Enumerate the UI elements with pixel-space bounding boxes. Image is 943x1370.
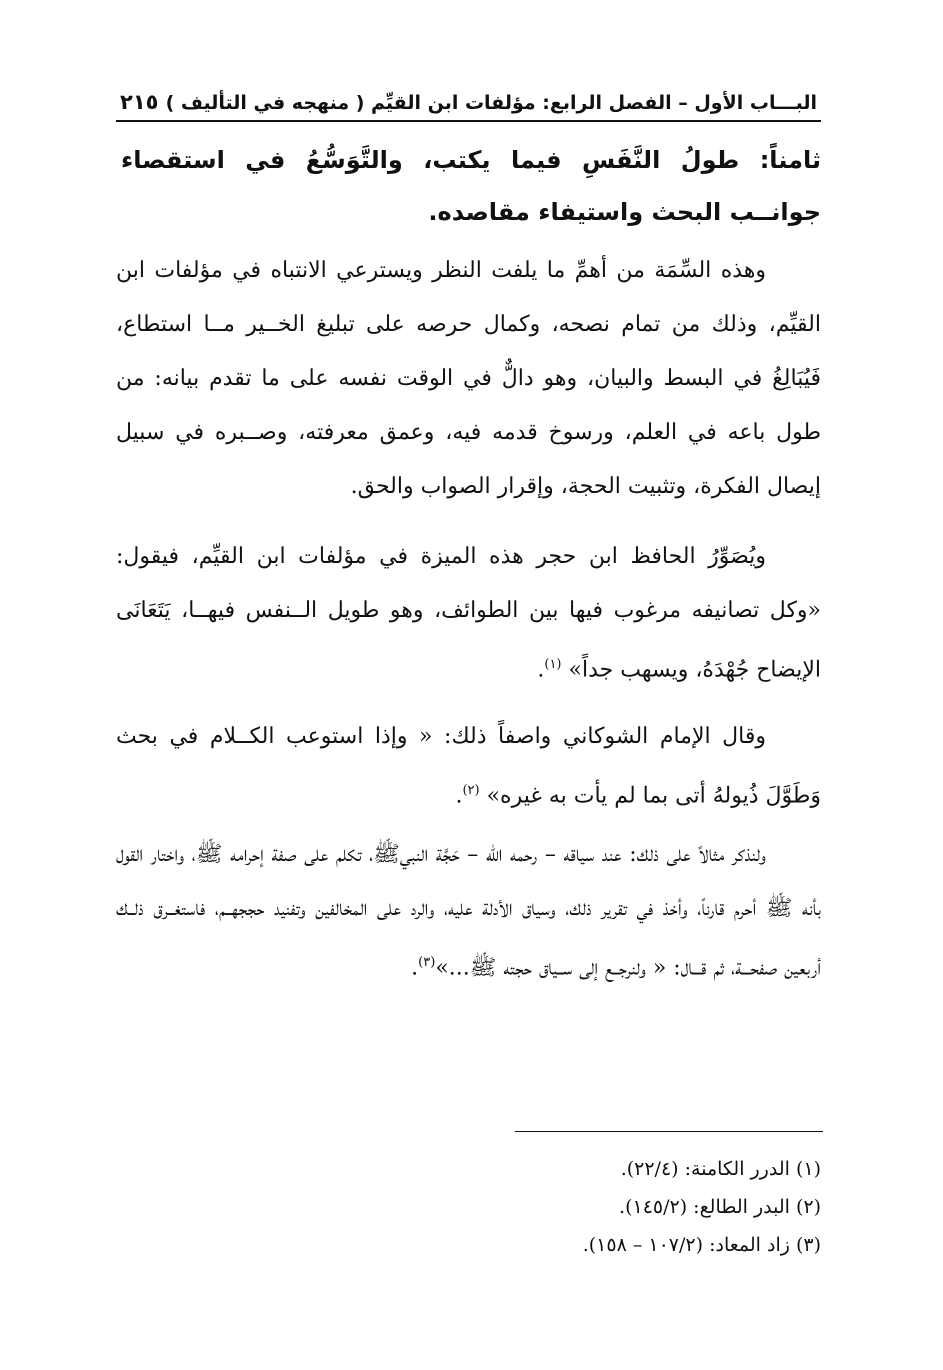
running-header	[116, 88, 821, 122]
footnote-ref: (٢)	[462, 783, 480, 798]
body-paragraph: وقال الإمام الشوكاني واصفاً ذلك: « وإذا استوعب الكــلام في بحث وَطَوَّلَ ذُيولهُ أتى بما لم يأت به غيره» $^{(٢)}$.	[116, 724, 821, 809]
body-paragraph	[116, 244, 821, 514]
footnote-item: (٢) البدر الطالع: (١٤٥/٢).	[619, 1196, 821, 1218]
paragraph-text: وقال الإمام الشوكاني واصفاً ذلك: « وإذا استوعب الكــلام في بحث وَطَوَّلَ ذُيولهُ أتى بما لم يأت به غيره»	[116, 724, 821, 809]
footnote-item: (١) الدرر الكامنة: (٢٢/٤).	[620, 1158, 821, 1180]
body-paragraph: ولنذكر مثالاً على ذلك: عند سياقه – رحمه الله – حَجَّة النبيﷺ، تكلم على صفة إحرامه ﷺ، واختار القول بأنه ﷺ أحرم قارناً، وأخذ في تقرير ذلك، وسياق الأدلة عليه، والرد على المخالفين وتفنيد حججهــم، فاستغــرق ذلــك أربعين صفحـــة، ثم قـــال: « ولنرجــع إلى ســياق حجته ﷺ...»$^{(٣)}$.	[116, 842, 821, 981]
paragraph-text: ويُصَوِّرُ الحافظ ابن حجر هذه الميزة في مؤلفات ابن القيِّم، فيقول: «وكل تصانيفه مرغوب فيها بين الطوائف، وهو طويل الــنفس فيهــا، يَتَعَانَى الإيضاح جُهْدَهُ، ويسهب جداً»	[116, 544, 821, 683]
paragraph-text: وهذه السِّمَة من أهمِّ ما يلفت النظر ويسترعي الانتباه في مؤلفات ابن القيِّم، وذلك من تمام نصحه، وكمال حرصه على تبليغ الخــير مــا استطاع، فَيُبَالِغُ في البسط والبيان، وهو دالٌّ في الوقت نفسه على ما تقدم بيانه: من طول باعه في العلم، ورسوخ قدمه فيه، وعمق معرفته، وصــبره في سبيل إيصال الفكرة، وتثبيت الحجة، وإقرار الصواب والحق.	[116, 258, 821, 499]
page-number: ٢١٥	[120, 90, 159, 114]
running-title: البـــاب الأول – الفصل الرابع: مؤلفات ابن القيِّم ( منهجه في التأليف )	[165, 92, 817, 114]
footnote-ref: (٣)	[418, 955, 436, 970]
footnotes	[116, 1150, 821, 1264]
footnote-divider	[515, 1131, 823, 1132]
footnote-ref: (١)	[544, 657, 562, 672]
footnote-item: (٣) زاد المعاد: (١٠٧/٢ – ١٥٨).	[582, 1234, 821, 1256]
section-heading: ثامناً: طولُ النَّفَسِ فيما يكتب، والتَّوَسُّعُ في استقصاء جوانــب البحث واستيفاء مقاصده.	[121, 146, 821, 226]
paragraph-text: ولنذكر مثالاً على ذلك: عند سياقه – رحمه الله – حَجَّة النبيﷺ، تكلم على صفة إحرامه ﷺ، واختار القول بأنه ﷺ أحرم قارناً، وأخذ في تقرير ذلك، وسياق الأدلة عليه، والرد على المخالفين وتفنيد حججهــم، فاستغــرق ذلــك أربعين صفحـــة، ثم قـــال: « ولنرجــع إلى ســياق حجته ﷺ...»	[116, 842, 821, 981]
body-paragraph: ويُصَوِّرُ الحافظ ابن حجر هذه الميزة في مؤلفات ابن القيِّم، فيقول: «وكل تصانيفه مرغوب فيها بين الطوائف، وهو طويل الــنفس فيهــا، يَتَعَانَى الإيضاح جُهْدَهُ، ويسهب جداً» $^{(١)}$.	[116, 544, 821, 683]
